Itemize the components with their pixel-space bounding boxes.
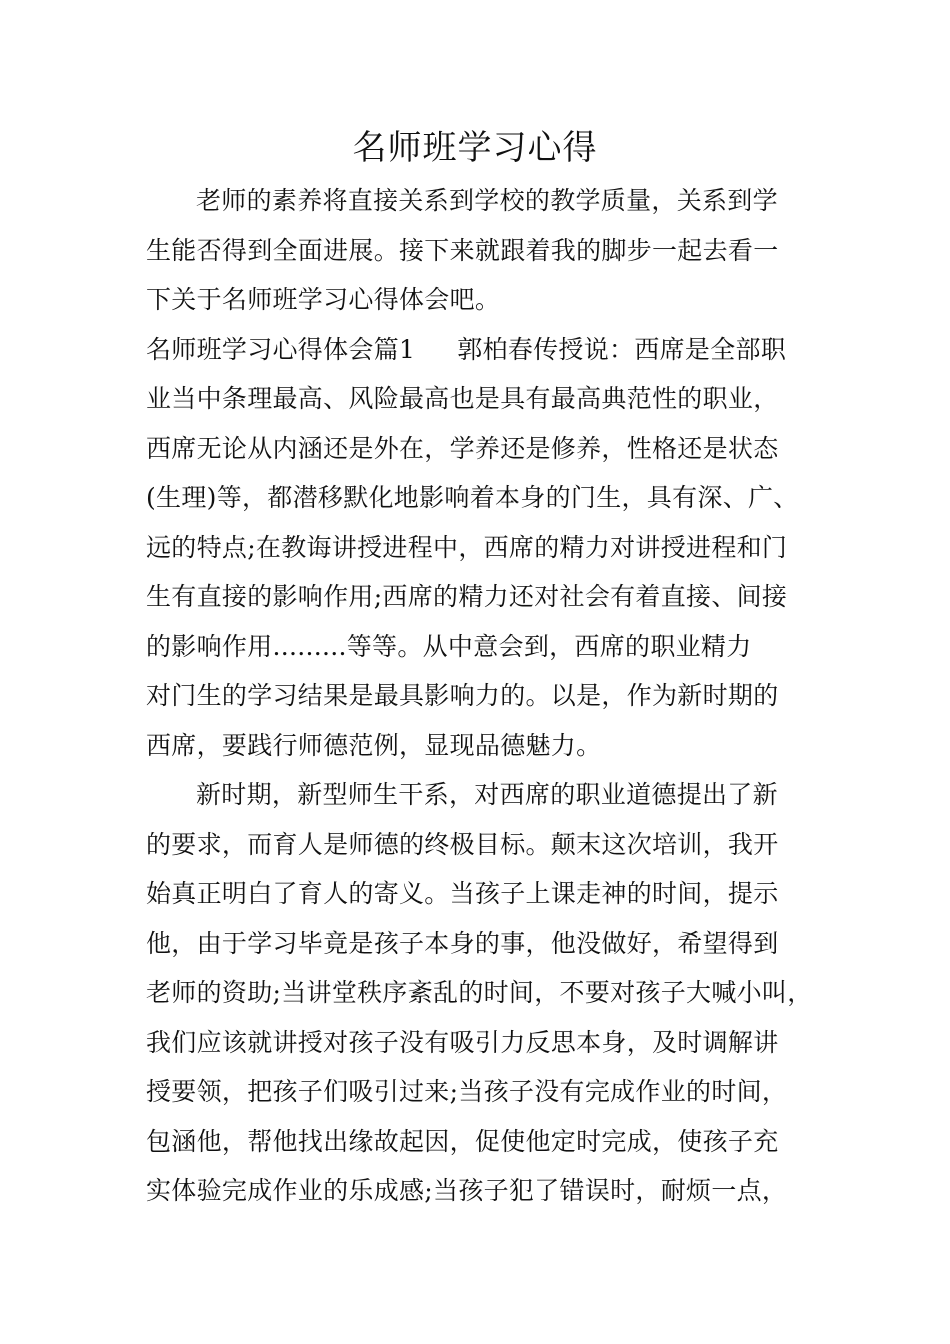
paragraph-line: 西席无论从内涵还是外在，学养还是修养，性格还是状态 [146,433,779,463]
paragraph-line: 他，由于学习毕竟是孩子本身的事，他没做好，希望得到 [146,928,779,958]
section-heading: 名师班学习心得体会篇1 [146,334,416,364]
paragraph-line: 对门生的学习结果是最具影响力的。以是，作为新时期的 [146,681,779,710]
paragraph-line: 我们应该就讲授对孩子没有吸引力反思本身，及时调解讲 [146,1027,779,1057]
section-heading-line [146,325,816,375]
paragraph-line: 远的特点;在教诲讲授进程中，西席的精力对讲授进程和门 [146,532,788,562]
paragraph-line: 包涵他，帮他找出缘故起因，促使他定时完成，使孩子充 [146,1126,779,1156]
paragraph-line: 新时期，新型师生干系，对西席的职业道德提出了新 [196,780,778,809]
paragraph-line: 的要求，而育人是师德的终极目标。颠末这次培训，我开 [146,829,779,859]
paragraph-line: 生能否得到全面进展。接下来就跟着我的脚步一起去看一 [146,235,779,265]
paragraph-line: 下关于名师班学习心得体会吧。 [146,285,501,314]
paragraph-line: 生有直接的影响作用;西席的精力还对社会有着直接、间接 [146,582,788,611]
paragraph-line: 的影响作用.........等等。从中意会到，西席的职业精力 [146,631,752,661]
paragraph-line: 授要领，把孩子们吸引过来;当孩子没有完成作业的时间， [146,1077,788,1106]
paragraph-line: 老师的素养将直接关系到学校的教学质量，关系到学 [196,186,778,215]
paragraph-text: 郭柏春传授说：西席是全部职 [457,334,787,364]
paragraph-line: 始真正明白了育人的寄义。当孩子上课走神的时间，提示 [146,879,779,908]
article-body [146,176,816,1216]
paragraph-line: 业当中条理最高、风险最高也是具有最高典范性的职业， [146,384,779,413]
paragraph-line: 西席，要践行师德范例，显现品德魅力。 [146,730,602,760]
paragraph-line: 实体验完成作业的乐成感;当孩子犯了错误时，耐烦一点， [146,1176,788,1205]
page-title: 名师班学习心得 [352,128,598,168]
paragraph-line: 老师的资助;当讲堂秩序紊乱的时间，不要对孩子大喊小叫， [146,978,813,1007]
paragraph-line: (生理)等，都潜移默化地影响着本身的门生，具有深、广、 [146,483,799,512]
